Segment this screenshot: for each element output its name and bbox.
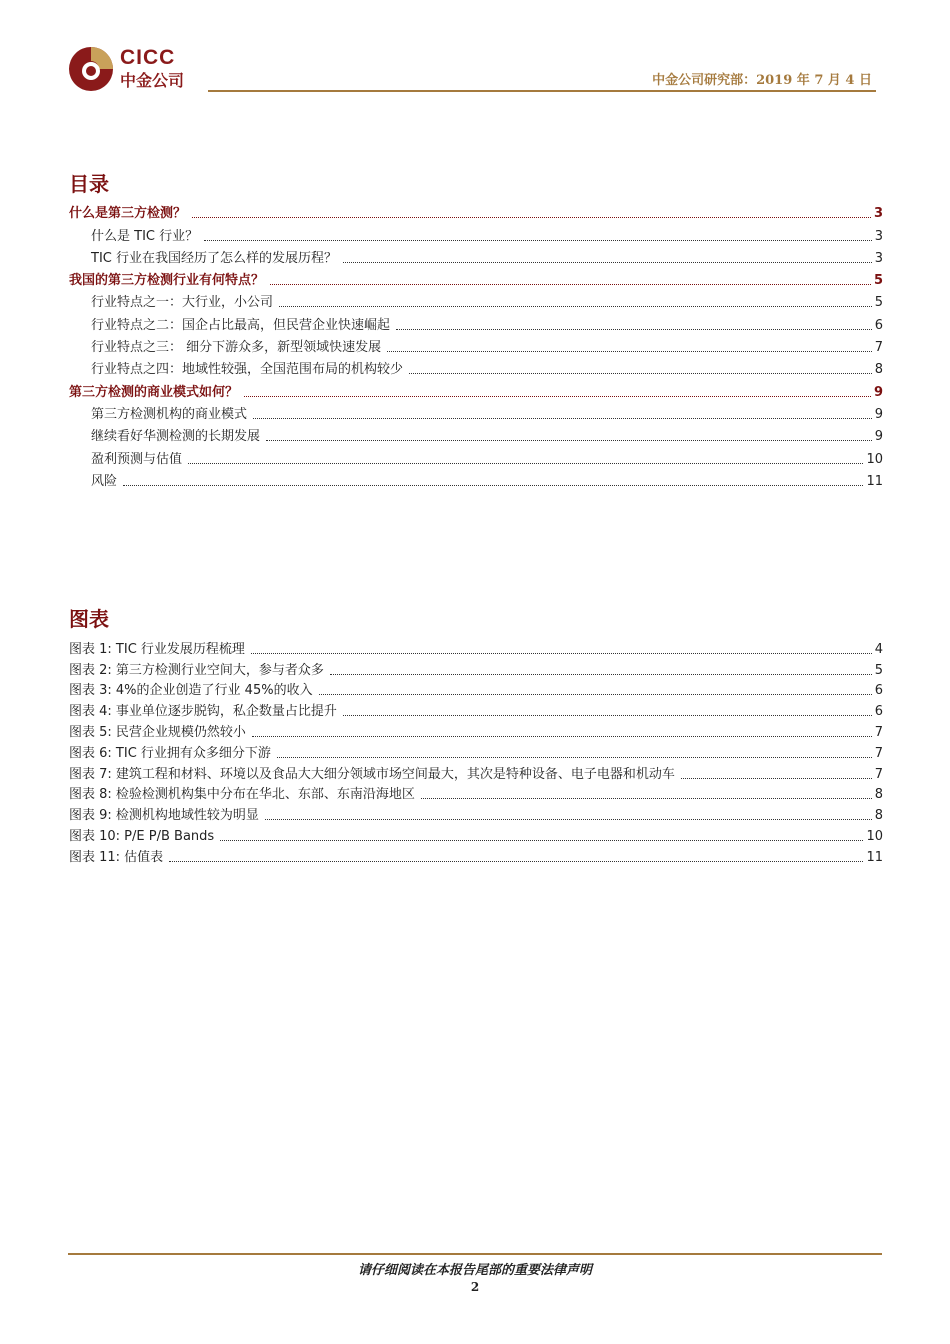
- toc-entry[interactable]: [69, 267, 883, 289]
- figure-entry-page: 8: [874, 808, 883, 824]
- toc-entry-label: 第三方检测的商业模式如何？: [69, 384, 239, 400]
- dot-leader: [330, 674, 872, 675]
- toc-entry[interactable]: [69, 468, 883, 490]
- dot-leader: [343, 262, 872, 263]
- dot-leader: [244, 396, 871, 397]
- figure-entry-label: 图表 4: 事业单位逐步脱钩，私企数量占比提升: [69, 704, 337, 720]
- figure-entry-label: 图表 3: 4%的企业创造了行业 45%的收入: [69, 683, 313, 699]
- figure-entry-label: 图表 11: 估值表: [69, 849, 164, 865]
- logo-text-en: CICC: [120, 46, 176, 69]
- figure-entry[interactable]: [69, 803, 883, 824]
- toc-entry-page: 9: [873, 384, 883, 400]
- dot-leader: [387, 351, 872, 352]
- toc-entry-page: 5: [874, 295, 883, 311]
- figure-entry-label: 图表 9: 检测机构地域性较为明显: [69, 808, 259, 824]
- dot-leader: [270, 284, 871, 285]
- toc-entry-page: 9: [874, 429, 883, 445]
- figure-entry[interactable]: [69, 741, 883, 762]
- dot-leader: [319, 694, 872, 695]
- toc-entry[interactable]: [69, 222, 883, 244]
- page-number: 2: [470, 1280, 480, 1294]
- figure-entry-page: 7: [874, 724, 883, 740]
- figures-title: 图表: [69, 607, 109, 631]
- toc-entry-page: 9: [874, 406, 883, 422]
- figure-entry-label: 图表 6: TIC 行业拥有众多细分下游: [69, 745, 271, 761]
- figure-entry-label: 图表 10: P/E P/B Bands: [69, 828, 215, 844]
- toc-entry-page: 3: [874, 250, 883, 266]
- toc-entry-page: 10: [866, 451, 883, 467]
- dot-leader: [277, 757, 872, 758]
- toc-entry-page: 3: [874, 228, 883, 244]
- dot-leader: [681, 778, 872, 779]
- figure-entry[interactable]: [69, 720, 883, 741]
- figure-entry-page: 5: [874, 662, 883, 678]
- figure-entry-label: 图表 7: 建筑工程和材料、环境以及食品大大细分领域市场空间最大，其次是特种设备、电子电器和机动车: [69, 766, 675, 782]
- toc-entry-label: 盈利预测与估值: [91, 451, 183, 467]
- dot-leader: [396, 329, 872, 330]
- toc-entry-page: 5: [873, 273, 883, 289]
- cicc-logo: [68, 46, 198, 92]
- figure-entry-page: 8: [874, 787, 883, 803]
- toc-entry[interactable]: [69, 356, 883, 378]
- figure-entry[interactable]: [69, 637, 883, 658]
- toc-entry-label: 风险: [91, 473, 118, 489]
- dot-leader: [169, 861, 863, 862]
- footer-legal-notice: 请仔细阅读在本报告尾部的重要法律声明: [357, 1263, 592, 1278]
- figure-entry-label: 图表 2: 第三方检测行业空间大，参与者众多: [69, 662, 324, 678]
- toc-entry-label: 行业特点之二：国企占比最高，但民营企业快速崛起: [91, 317, 391, 333]
- toc-entry-label: 行业特点之一：大行业，小公司: [91, 295, 274, 311]
- figure-entry-page: 10: [866, 828, 883, 844]
- figure-entry-label: 图表 1: TIC 行业发展历程梳理: [69, 641, 245, 657]
- dot-leader: [204, 240, 872, 241]
- toc-entry-label: TIC 行业在我国经历了怎么样的发展历程？: [91, 250, 337, 266]
- dot-leader: [123, 485, 863, 486]
- toc-entry[interactable]: [69, 334, 883, 356]
- dot-leader: [253, 418, 872, 419]
- dot-leader: [252, 736, 872, 737]
- cicc-logo-icon: [68, 46, 114, 92]
- toc-entry-page: 6: [874, 317, 883, 333]
- toc-entry-label: 第三方检测机构的商业模式: [91, 406, 248, 422]
- dot-leader: [409, 373, 872, 374]
- toc-entry-label: 行业特点之四：地域性较强，全国范围布局的机构较少: [91, 362, 404, 378]
- logo-text-cn: 中金公司: [120, 71, 185, 90]
- toc-entry-page: 3: [873, 206, 883, 222]
- toc-entry[interactable]: [69, 311, 883, 333]
- dot-leader: [220, 840, 863, 841]
- footer-divider: [68, 1253, 882, 1255]
- figure-entry-page: 7: [874, 745, 883, 761]
- toc-entry[interactable]: [69, 401, 883, 423]
- dot-leader: [251, 653, 872, 654]
- toc-entry-label: 继续看好华测检测的长期发展: [91, 429, 261, 445]
- toc-entry-label: 我国的第三方检测行业有何特点？: [69, 273, 265, 289]
- toc-entry[interactable]: [69, 378, 883, 400]
- toc-entry[interactable]: [69, 200, 883, 222]
- toc-entry[interactable]: [69, 289, 883, 311]
- figure-entry[interactable]: [69, 824, 883, 845]
- dot-leader: [266, 440, 872, 441]
- figure-entry-page: 7: [874, 766, 883, 782]
- figure-entry[interactable]: [69, 762, 883, 783]
- figure-entry-page: 4: [874, 641, 883, 657]
- figure-entry-page: 6: [874, 704, 883, 720]
- dot-leader: [188, 463, 863, 464]
- figure-entry-page: 11: [866, 849, 883, 865]
- toc-title: 目录: [69, 172, 109, 196]
- figure-entry[interactable]: [69, 679, 883, 700]
- dot-leader: [279, 306, 872, 307]
- figure-entry-page: 6: [874, 683, 883, 699]
- dot-leader: [192, 217, 871, 218]
- figure-entry[interactable]: [69, 783, 883, 804]
- dot-leader: [421, 798, 872, 799]
- toc-entry-page: 11: [866, 473, 883, 489]
- toc-entry-page: 7: [874, 340, 883, 356]
- toc-entry-page: 8: [874, 362, 883, 378]
- figure-entry-label: 图表 5: 民营企业规模仍然较小: [69, 724, 246, 740]
- figure-entry[interactable]: [69, 658, 883, 679]
- dot-leader: [265, 819, 872, 820]
- figure-entry-label: 图表 8: 检验检测机构集中分布在华北、东部、东南沿海地区: [69, 787, 415, 803]
- toc-entry[interactable]: [69, 423, 883, 445]
- figure-entry[interactable]: [69, 699, 883, 720]
- toc-entry-label: 什么是 TIC 行业？: [91, 228, 199, 244]
- figures-list: [69, 637, 883, 866]
- dot-leader: [343, 715, 872, 716]
- toc-entry[interactable]: [69, 245, 883, 267]
- toc-entry-label: 行业特点之三： 细分下游众多，新型领域快速发展: [91, 340, 382, 356]
- toc-list: [69, 200, 883, 490]
- toc-entry-label: 什么是第三方检测？: [69, 206, 187, 222]
- header-date: 中金公司研究部：2019 年 7 月 4 日: [652, 73, 872, 88]
- header-divider: [208, 90, 876, 92]
- toc-entry[interactable]: [69, 445, 883, 467]
- figure-entry[interactable]: [69, 845, 883, 866]
